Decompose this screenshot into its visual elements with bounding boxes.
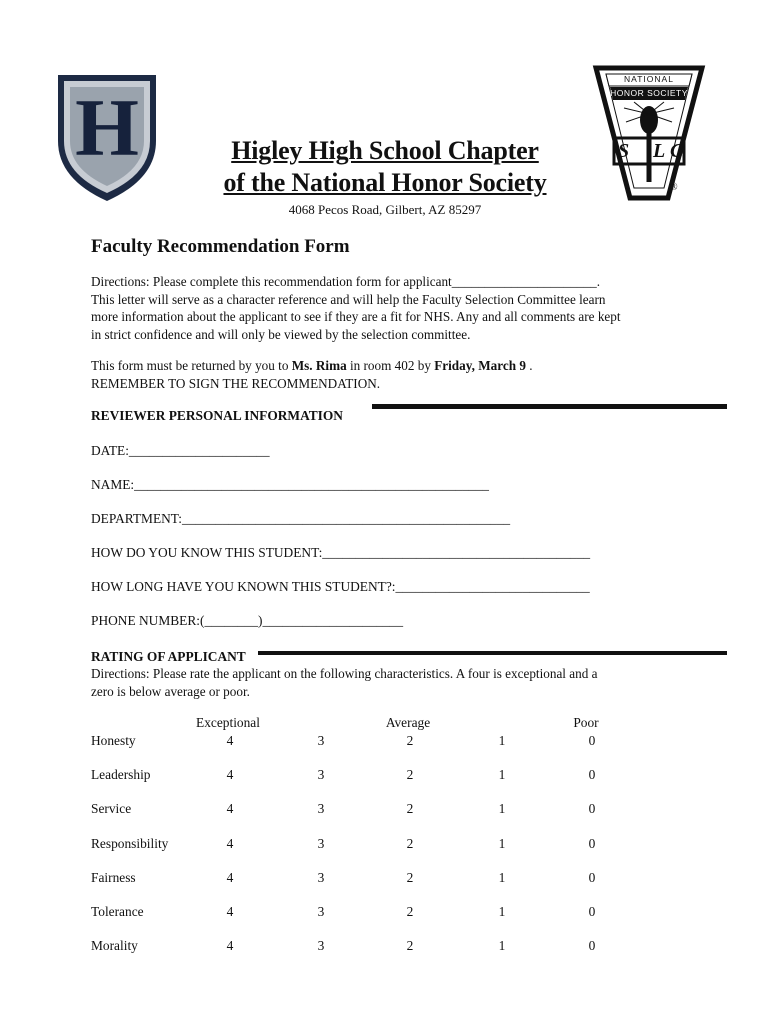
registered-mark: ® bbox=[670, 182, 678, 193]
rating-option-0[interactable]: 0 bbox=[588, 835, 596, 851]
return-info bbox=[91, 357, 691, 392]
rating-option-0[interactable]: 0 bbox=[588, 869, 596, 885]
rating-option-2[interactable]: 2 bbox=[406, 938, 414, 954]
nhs-logo-letter-s: S bbox=[618, 140, 630, 162]
trait-label: Responsibility bbox=[91, 835, 169, 851]
section-divider bbox=[258, 651, 727, 655]
reviewer-section-heading: REVIEWER PERSONAL INFORMATION bbox=[91, 408, 343, 423]
name-field[interactable]: NAME:_____________________________________________________ bbox=[91, 477, 489, 492]
rating-option-4[interactable]: 4 bbox=[226, 733, 234, 748]
rating-row-service bbox=[91, 801, 651, 835]
rating-option-2[interactable]: 2 bbox=[406, 733, 414, 748]
rating-option-0[interactable]: 0 bbox=[588, 903, 596, 919]
rating-option-1[interactable]: 1 bbox=[498, 767, 506, 783]
col-header-exceptional: Exceptional bbox=[196, 715, 260, 730]
rating-option-0[interactable]: 0 bbox=[588, 801, 596, 817]
sign-reminder: REMEMBER TO SIGN THE RECOMMENDATION. bbox=[91, 375, 381, 391]
rating-option-4[interactable]: 4 bbox=[226, 903, 234, 919]
rating-option-3[interactable]: 3 bbox=[317, 903, 325, 919]
trait-label: Honesty bbox=[91, 733, 136, 748]
page-title-line1: Higley High School Chapter bbox=[231, 136, 539, 165]
trait-label: Morality bbox=[91, 938, 138, 954]
rating-option-1[interactable]: 1 bbox=[498, 903, 506, 919]
rating-row-responsibility bbox=[91, 836, 651, 870]
rating-option-1[interactable]: 1 bbox=[498, 733, 506, 748]
return-date: Friday, March 9 bbox=[434, 358, 526, 373]
rating-row-leadership bbox=[91, 767, 651, 801]
rating-option-3[interactable]: 3 bbox=[317, 835, 325, 851]
how-know-field[interactable]: HOW DO YOU KNOW THIS STUDENT:________________________________________ bbox=[91, 545, 591, 560]
rating-option-3[interactable]: 3 bbox=[317, 767, 325, 783]
rating-directions bbox=[91, 665, 691, 700]
section-divider bbox=[372, 404, 727, 409]
trait-label: Service bbox=[91, 801, 132, 817]
return-prefix: This form must be returned by you to bbox=[91, 358, 292, 373]
rating-row-tolerance bbox=[91, 904, 651, 938]
rating-option-3[interactable]: 3 bbox=[317, 733, 325, 748]
directions-line: more information about the applicant to see if they are a fit for NHS. Any and all comments are kept bbox=[91, 309, 621, 324]
rating-option-2[interactable]: 2 bbox=[406, 767, 414, 783]
return-suffix: . bbox=[525, 358, 533, 373]
directions-line: Directions: Please complete this recommendation form for applicant______________________. bbox=[91, 274, 601, 289]
rating-option-1[interactable]: 1 bbox=[498, 869, 506, 885]
department-field[interactable]: DEPARTMENT:_________________________________________________ bbox=[91, 511, 511, 526]
return-person: Ms. Rima bbox=[291, 358, 347, 373]
rating-section-heading: RATING OF APPLICANT bbox=[91, 649, 246, 664]
rating-row-honesty bbox=[91, 733, 651, 767]
rating-option-2[interactable]: 2 bbox=[406, 801, 414, 817]
rating-option-1[interactable]: 1 bbox=[498, 938, 506, 954]
rating-option-2[interactable]: 2 bbox=[406, 903, 414, 919]
nhs-logo-letter-c: C bbox=[670, 140, 684, 162]
how-long-field[interactable]: HOW LONG HAVE YOU KNOWN THIS STUDENT?:_____________________________ bbox=[91, 579, 590, 594]
rating-option-2[interactable]: 2 bbox=[406, 835, 414, 851]
rating-option-4[interactable]: 4 bbox=[226, 767, 234, 783]
shield-letter: H bbox=[75, 82, 139, 173]
directions-paragraph bbox=[91, 273, 691, 343]
form-title: Faculty Recommendation Form bbox=[91, 236, 350, 257]
trait-label: Tolerance bbox=[91, 903, 144, 919]
rating-option-4[interactable]: 4 bbox=[226, 801, 234, 817]
nhs-logo-top-text: NATIONAL bbox=[624, 74, 674, 84]
phone-field[interactable]: PHONE NUMBER:(________)_____________________ bbox=[91, 613, 404, 628]
nhs-logo-bottom-text: HONOR SOCIETY bbox=[610, 88, 688, 98]
rating-option-4[interactable]: 4 bbox=[226, 835, 234, 851]
date-field[interactable]: DATE:_____________________ bbox=[91, 443, 270, 458]
trait-label: Fairness bbox=[91, 869, 136, 885]
rating-row-morality bbox=[91, 938, 651, 972]
directions-line: in strict confidence and will only be viewed by the selection committee. bbox=[91, 326, 471, 342]
directions-line: This letter will serve as a character reference and will help the Faculty Selection Committee learn bbox=[91, 291, 606, 307]
rating-option-4[interactable]: 4 bbox=[226, 869, 234, 885]
rating-option-0[interactable]: 0 bbox=[588, 733, 596, 748]
return-line bbox=[91, 357, 691, 375]
rating-directions-line: Directions: Please rate the applicant on the following characteristics. A four is exceptional and a bbox=[91, 666, 598, 681]
rating-option-4[interactable]: 4 bbox=[226, 938, 234, 954]
rating-directions-line: zero is below average or poor. bbox=[91, 683, 250, 699]
rating-option-1[interactable]: 1 bbox=[498, 835, 506, 851]
school-address: 4068 Pecos Road, Gilbert, AZ 85297 bbox=[288, 202, 482, 217]
rating-option-3[interactable]: 3 bbox=[317, 938, 325, 954]
rating-option-1[interactable]: 1 bbox=[498, 801, 506, 817]
page-title-line2: of the National Honor Society bbox=[223, 168, 547, 197]
trait-label: Leadership bbox=[91, 767, 151, 783]
nhs-emblem-logo bbox=[590, 64, 708, 204]
col-header-average: Average bbox=[385, 715, 431, 730]
rating-row-fairness bbox=[91, 870, 651, 904]
rating-option-0[interactable]: 0 bbox=[588, 938, 596, 954]
rating-option-3[interactable]: 3 bbox=[317, 801, 325, 817]
col-header-poor: Poor bbox=[573, 715, 599, 730]
return-middle: in room 402 by bbox=[346, 358, 435, 373]
nhs-logo-letter-l: L bbox=[653, 140, 666, 162]
rating-option-0[interactable]: 0 bbox=[588, 767, 596, 783]
rating-option-2[interactable]: 2 bbox=[406, 869, 414, 885]
rating-option-3[interactable]: 3 bbox=[317, 869, 325, 885]
